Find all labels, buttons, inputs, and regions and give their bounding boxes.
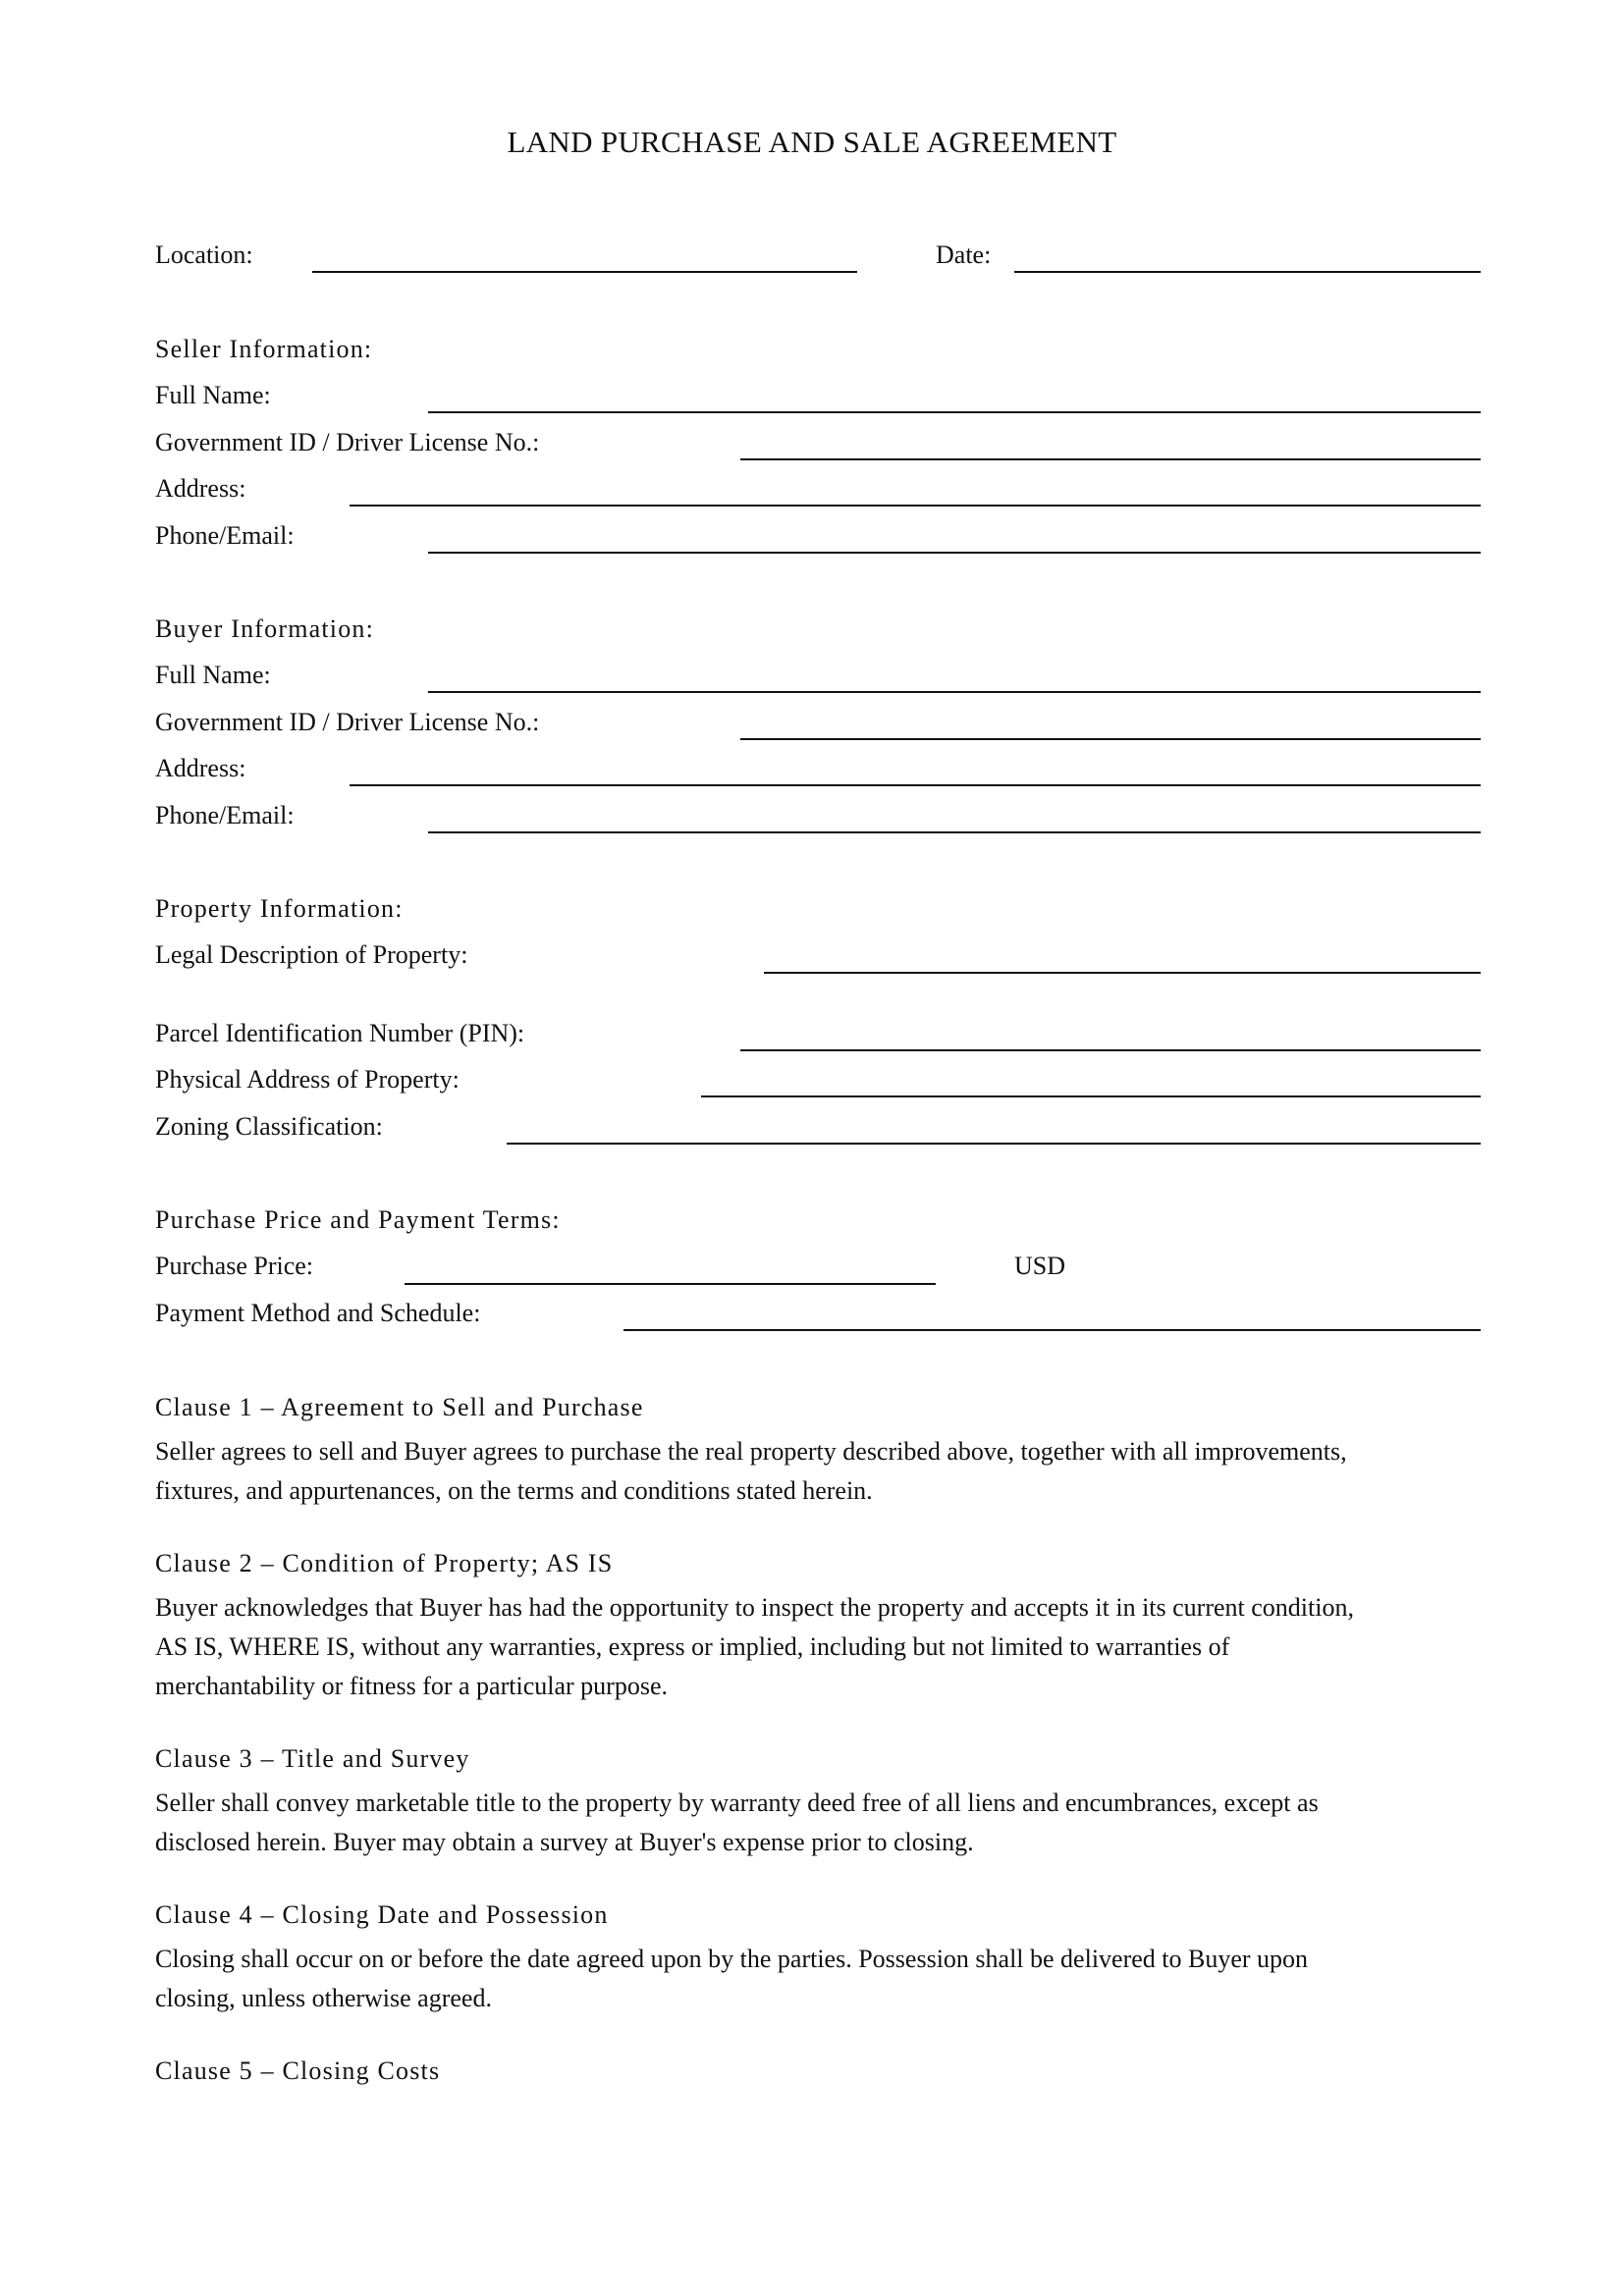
location-field[interactable]: [312, 271, 857, 273]
pin-label: Parcel Identification Number (PIN):: [155, 1019, 525, 1047]
clause-heading: Clause 1 – Agreement to Sell and Purchase: [155, 1393, 644, 1421]
zoning-field[interactable]: [507, 1143, 1481, 1145]
buyer-address-field[interactable]: [350, 784, 1481, 786]
date-field[interactable]: [1014, 271, 1481, 273]
clause-line: merchantability or fitness for a particular purpose.: [155, 1672, 668, 1700]
clause-body: [155, 1784, 1319, 1862]
clause-heading: Clause 3 – Title and Survey: [155, 1744, 470, 1773]
seller-phone-email-label: Phone/Email:: [155, 521, 295, 550]
physical-address-label: Physical Address of Property:: [155, 1065, 460, 1094]
clause-body: [155, 1940, 1308, 2018]
seller-gov-id-field[interactable]: [740, 458, 1481, 460]
document-title: LAND PURCHASE AND SALE AGREEMENT: [507, 125, 1117, 159]
clause-body: [155, 1588, 1354, 1706]
clause-line: Buyer acknowledges that Buyer has had the opportunity to inspect the property and accepts it in its current condition,: [155, 1593, 1354, 1622]
clause-line: Seller agrees to sell and Buyer agrees to purchase the real property described above, together with all improvements,: [155, 1437, 1347, 1466]
buyer-full-name-label: Full Name:: [155, 661, 271, 689]
seller-section-heading: Seller Information:: [155, 335, 373, 363]
purchase-price-field[interactable]: [405, 1283, 936, 1285]
clause-heading: Clause 4 – Closing Date and Possession: [155, 1900, 609, 1929]
clause-body: [155, 1432, 1347, 1511]
seller-full-name-label: Full Name:: [155, 381, 271, 409]
seller-full-name-field[interactable]: [428, 411, 1481, 413]
location-label: Location:: [155, 240, 253, 269]
seller-address-label: Address:: [155, 474, 246, 503]
payment-method-field[interactable]: [623, 1329, 1481, 1331]
currency-label: USD: [1014, 1252, 1066, 1280]
seller-address-field[interactable]: [350, 505, 1481, 507]
clause-line: Closing shall occur on or before the date agreed upon by the parties. Possession shall be delivered to Buyer upon: [155, 1945, 1309, 1973]
buyer-gov-id-field[interactable]: [740, 738, 1481, 740]
payment-section-heading: Purchase Price and Payment Terms:: [155, 1205, 561, 1234]
clause-line: Seller shall convey marketable title to the property by warranty deed free of all liens and encumbrances, except as: [155, 1789, 1319, 1817]
legal-description-label: Legal Description of Property:: [155, 940, 468, 969]
clause-line: closing, unless otherwise agreed.: [155, 1984, 492, 2012]
seller-gov-id-label: Government ID / Driver License No.:: [155, 428, 540, 456]
physical-address-field[interactable]: [701, 1095, 1481, 1097]
seller-phone-email-field[interactable]: [428, 552, 1481, 554]
property-section-heading: Property Information:: [155, 894, 404, 923]
buyer-full-name-field[interactable]: [428, 691, 1481, 693]
clause-line: fixtures, and appurtenances, on the terms and conditions stated herein.: [155, 1476, 873, 1505]
buyer-address-label: Address:: [155, 754, 246, 782]
zoning-label: Zoning Classification:: [155, 1112, 383, 1141]
purchase-price-label: Purchase Price:: [155, 1252, 314, 1280]
pin-field[interactable]: [740, 1049, 1481, 1051]
legal-description-field[interactable]: [764, 972, 1481, 974]
clause-line: AS IS, WHERE IS, without any warranties, express or implied, including but not limited to warranties of: [155, 1632, 1230, 1661]
clause-heading: Clause 5 – Closing Costs: [155, 2056, 441, 2085]
date-label: Date:: [936, 240, 992, 269]
buyer-gov-id-label: Government ID / Driver License No.:: [155, 708, 540, 736]
buyer-section-heading: Buyer Information:: [155, 614, 375, 643]
buyer-phone-email-field[interactable]: [428, 831, 1481, 833]
payment-method-label: Payment Method and Schedule:: [155, 1299, 481, 1327]
buyer-phone-email-label: Phone/Email:: [155, 801, 295, 829]
clause-heading: Clause 2 – Condition of Property; AS IS: [155, 1549, 614, 1577]
clause-line: disclosed herein. Buyer may obtain a survey at Buyer's expense prior to closing.: [155, 1828, 974, 1856]
